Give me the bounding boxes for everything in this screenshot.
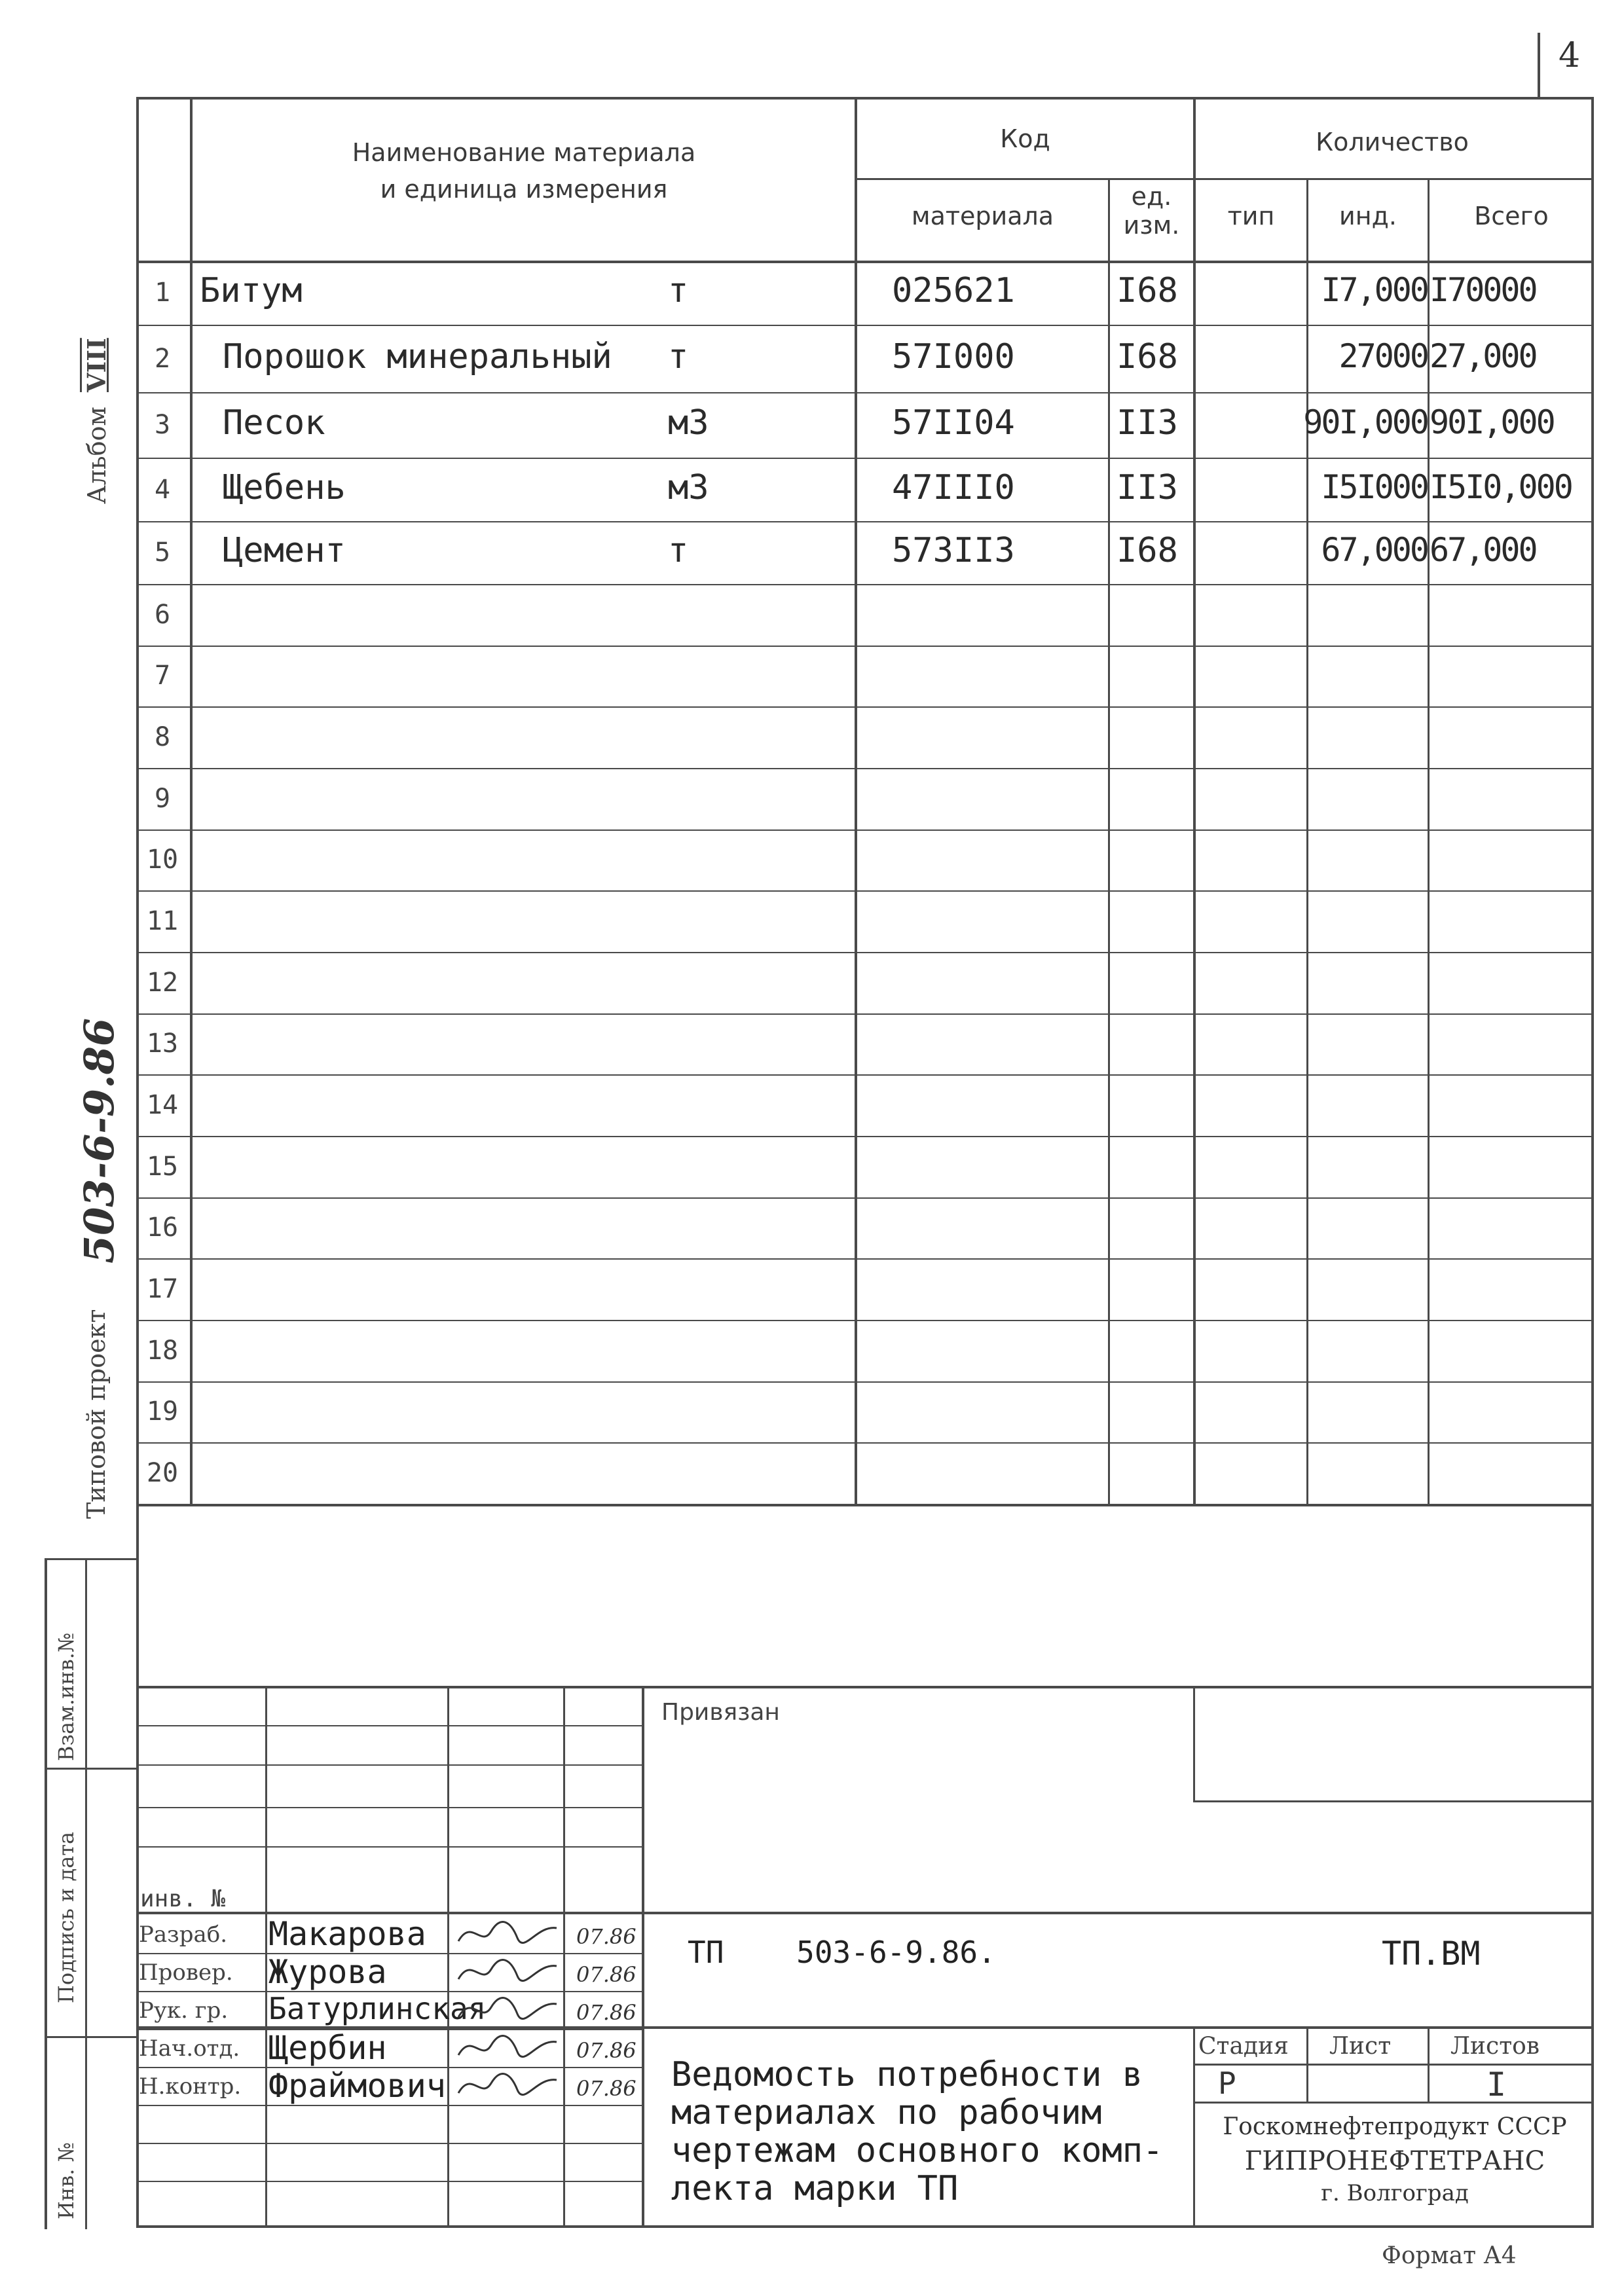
- unit-code: I68: [1116, 531, 1178, 570]
- album-number: VIII: [82, 338, 111, 392]
- material-unit: м3: [668, 403, 709, 443]
- header-name: Наименование материала и единица измерения: [352, 138, 696, 204]
- signature-name: Макарова: [268, 1915, 426, 1953]
- handwritten-signature: [452, 2029, 563, 2067]
- stamp-exchange-inv: Взам.инв.№: [54, 1632, 79, 1761]
- table-row: [0, 891, 1624, 953]
- signature-row: [0, 2029, 648, 2067]
- row-number: 12: [146, 967, 179, 998]
- row-number: 4: [154, 474, 171, 505]
- material-name: Битум: [200, 270, 303, 310]
- signature-role: Рук. гр.: [139, 1997, 229, 2024]
- table-row: [0, 646, 1624, 708]
- material-unit: т: [668, 337, 689, 376]
- material-unit: т: [668, 531, 689, 570]
- material-code: 47III0: [892, 467, 1015, 507]
- signature-row: [0, 1953, 648, 1991]
- table-row: [0, 585, 1624, 646]
- row-number: 5: [154, 538, 171, 568]
- qty-total: 67,000: [1430, 531, 1536, 569]
- row-number: 8: [154, 722, 171, 753]
- unit-code: II3: [1116, 467, 1178, 507]
- signature-name: Щербин: [268, 2029, 387, 2067]
- table-row: [0, 1382, 1624, 1444]
- org-line-2: ГИПРОНЕФТЕТРАНС: [1244, 2146, 1545, 2176]
- doc-code: ТП 503-6-9.86.: [688, 1935, 996, 1970]
- signature-date: 07.86: [576, 2038, 637, 2063]
- inv-label: инв. №: [140, 1886, 226, 1912]
- material-name: Песок: [223, 403, 325, 443]
- qty-ind: 27000: [1338, 337, 1428, 375]
- material-name: Порошок минеральный: [223, 337, 612, 376]
- table-row: [0, 707, 1624, 769]
- row-number: 18: [146, 1335, 179, 1366]
- row-number: 10: [146, 845, 179, 875]
- material-name: Цемент: [223, 531, 346, 570]
- row-number: 2: [154, 343, 171, 374]
- table-row: [0, 261, 1624, 325]
- row-number: 19: [146, 1396, 179, 1427]
- signature-role: Нач.отд.: [139, 2035, 240, 2062]
- row-number: 7: [154, 661, 171, 691]
- signature-role: Провер.: [139, 1959, 233, 1986]
- table-row: [0, 1321, 1624, 1382]
- qty-ind: I7,000: [1321, 270, 1428, 309]
- handwritten-signature: [452, 1991, 563, 2029]
- project-code: 503-6-9.86: [75, 1017, 123, 1264]
- header-code-unit: ед. изм.: [1123, 182, 1180, 240]
- stage-label: Стадия: [1198, 2033, 1289, 2060]
- signature-date: 07.86: [576, 1962, 637, 1987]
- table-row: [0, 953, 1624, 1014]
- qty-ind: 90I,000: [1303, 403, 1428, 441]
- table-row: [0, 1075, 1624, 1137]
- table-row: [0, 522, 1624, 585]
- doc-title: Ведомость потребности в материалах по рабочим чертежам основного комп- лекта марки ТП: [671, 2055, 1164, 2208]
- qty-total: I5I0,000: [1430, 467, 1572, 506]
- table-row: [0, 325, 1624, 393]
- handwritten-signature: [452, 1953, 563, 1991]
- stamp-signature-date: Подпись и дата: [54, 1831, 79, 2003]
- qty-total: 27,000: [1430, 337, 1536, 375]
- header-code-group: Код: [1000, 124, 1050, 153]
- org-line-3: г. Волгоград: [1321, 2180, 1469, 2206]
- table-row: [0, 458, 1624, 522]
- row-number: 16: [146, 1212, 179, 1243]
- table-row: [0, 393, 1624, 458]
- doc-mark: ТП.ВМ: [1382, 1935, 1481, 1973]
- table-row: [0, 1259, 1624, 1321]
- material-code: 573II3: [892, 531, 1015, 570]
- handwritten-signature: [452, 1915, 563, 1953]
- format-label: Формат А4: [1382, 2242, 1517, 2269]
- row-number: 13: [146, 1029, 179, 1059]
- table-row: [0, 1137, 1624, 1198]
- handwritten-signature: [452, 2067, 563, 2105]
- signature-name: Журова: [268, 1953, 387, 1991]
- signature-row: [0, 1915, 648, 1953]
- table-row: [0, 1198, 1624, 1260]
- project-label: Типовой проект: [82, 1309, 111, 1519]
- stamp-inv-number: Инв. №: [54, 2142, 79, 2219]
- qty-total: I70000: [1430, 270, 1536, 309]
- header-code-material: материала: [911, 202, 1054, 230]
- row-number: 3: [154, 410, 171, 440]
- signature-date: 07.86: [576, 2076, 637, 2101]
- row-number: 17: [146, 1274, 179, 1305]
- row-number: 20: [146, 1458, 179, 1489]
- stage-value: Р: [1218, 2066, 1236, 2101]
- qty-ind: I5I000: [1321, 467, 1428, 506]
- page-number: 4: [1559, 36, 1581, 75]
- signature-role: Разраб.: [139, 1922, 228, 1948]
- header-qty-typ: тип: [1227, 202, 1275, 230]
- material-code: 025621: [892, 270, 1015, 310]
- sheets-value: I: [1486, 2066, 1507, 2104]
- header-qty-group: Количество: [1316, 128, 1469, 156]
- signature-role: Н.контр.: [139, 2073, 242, 2100]
- signature-name: Фраймович: [268, 2067, 446, 2105]
- signature-name: Батурлинская: [268, 1991, 487, 2026]
- row-number: 9: [154, 783, 171, 814]
- header-qty-ind: инд.: [1339, 202, 1397, 230]
- signature-date: 07.86: [576, 1924, 637, 1949]
- table-row: [0, 769, 1624, 830]
- material-unit: т: [668, 270, 689, 310]
- row-number: 11: [146, 906, 179, 937]
- unit-code: II3: [1116, 403, 1178, 443]
- material-code: 57I000: [892, 337, 1015, 376]
- sheets-label: Листов: [1450, 2033, 1540, 2060]
- row-number: 14: [146, 1090, 179, 1121]
- org-line-1: Госкомнефтепродукт СССР: [1223, 2113, 1567, 2140]
- material-unit: м3: [668, 467, 709, 507]
- table-row: [0, 1014, 1624, 1076]
- row-number: 15: [146, 1151, 179, 1182]
- material-name: Щебень: [223, 467, 346, 507]
- unit-code: I68: [1116, 337, 1178, 376]
- qty-ind: 67,000: [1321, 531, 1428, 569]
- signature-date: 07.86: [576, 2000, 637, 2025]
- row-number: 1: [154, 277, 171, 308]
- signature-row: [0, 2067, 648, 2105]
- signature-row: [0, 1991, 648, 2029]
- material-code: 57II04: [892, 403, 1015, 443]
- unit-code: I68: [1116, 270, 1178, 310]
- album-label-text: Альбом: [83, 407, 111, 504]
- table-row: [0, 1443, 1624, 1504]
- row-number: 6: [154, 599, 171, 630]
- header-qty-total: Всего: [1474, 202, 1549, 230]
- qty-total: 90I,000: [1430, 403, 1554, 441]
- attached-label: Привязан: [661, 1699, 780, 1726]
- table-row: [0, 830, 1624, 892]
- sheet-label: Лист: [1329, 2033, 1392, 2060]
